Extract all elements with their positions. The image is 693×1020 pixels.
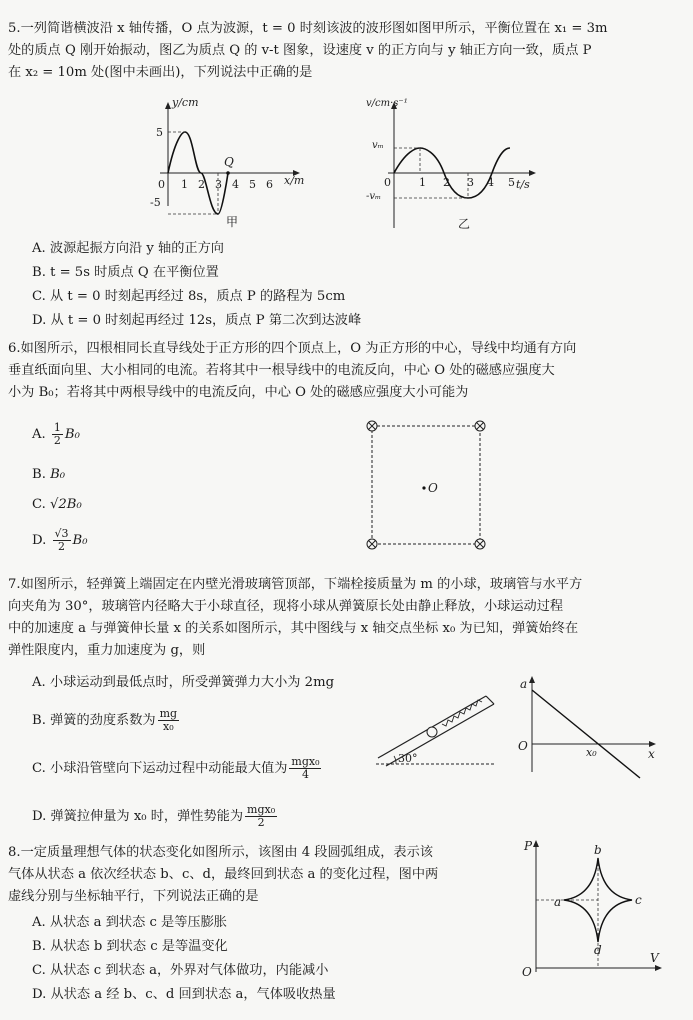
q7-option-b[interactable]: B. 弹簧的劲度系数为 $\frac{mg}{\text{x₀}}$ (32, 707, 178, 733)
q5-jia-x-tick-5: 5 (249, 178, 256, 191)
question-7 (8, 574, 668, 662)
q5-jia-y-tick-5: 5 (156, 126, 163, 139)
q5-jia-x-tick-0: 0 (158, 178, 165, 191)
q5-jia-x-tick-6: 6 (266, 178, 273, 191)
q5-jia-y-tick-neg5: -5 (150, 196, 161, 209)
wire-bottom-right-icon (475, 539, 485, 549)
q8-state-b: b (594, 843, 602, 857)
q8-state-a: a (554, 895, 562, 909)
q7-option-d-fraction: $\frac{\text{mgx₀}}{2}$ (247, 803, 276, 829)
q7-stem-line-4: 弹性限度内，重力加速度为 g，则 (8, 643, 206, 658)
q5-yi-x-label: t/s (516, 178, 530, 191)
question-6 (8, 338, 668, 404)
q5-stem-line-1: 5.一列简谐横波沿 x 轴传播，O 点为波源，t = 0 时刻该波的波形图如图甲所示，平衡位置在 x₁ = 3m (8, 21, 608, 36)
q7-option-b-fraction: $\frac{mg}{\text{x₀}}$ (159, 707, 178, 733)
q5-yi-x-tick-3: 3 (467, 176, 474, 189)
wire-top-right-icon (475, 421, 485, 431)
q5-yi-x-tick-2: 2 (443, 176, 450, 189)
q6-stem-line-2: 垂直纸面向里、大小相同的电流。若将其中一根导线中的电流反向，中心 O 处的磁感应强度大 (8, 363, 555, 378)
question-5 (8, 18, 668, 84)
q5-yi-caption: 乙 (458, 217, 471, 231)
q8-graph-y-label: P (524, 839, 533, 853)
q7-graph-x-label: x (648, 747, 655, 761)
ball-icon (427, 727, 437, 737)
q7-tube-figure (376, 686, 506, 766)
q8-graph-x-label: V (650, 951, 659, 965)
q6-center-o: O (428, 481, 438, 495)
q5-yi-x-tick-5: 5 (508, 176, 515, 189)
q8-option-d[interactable]: D. 从状态 a 经 b、c、d 回到状态 a，气体吸收热量 (32, 987, 336, 1002)
q5-jia-x-tick-2: 2 (198, 178, 205, 191)
q6-stem-line-1: 6.如图所示，四根相同长直导线处于正方形的四个顶点上，O 为正方形的中心，导线中均通有方向 (8, 341, 577, 356)
q5-jia-x-tick-3: 3 (215, 178, 222, 191)
q5-yi-y-tick-vm: vₘ (372, 140, 384, 151)
q5-option-a[interactable]: A. 波源起振方向沿 y 轴的正方向 (32, 241, 224, 256)
q8-option-b[interactable]: B. 从状态 b 到状态 c 是等温变化 (32, 939, 228, 954)
q7-graph-x0: x₀ (586, 746, 597, 759)
q5-figure-jia (148, 96, 305, 229)
q5-yi-x-tick-1: 1 (419, 176, 426, 189)
q5-stem-line-2: 处的质点 Q 刚开始振动，图乙为质点 Q 的 v-t 图象，设速度 v 的正方向与 y 轴正方向一致，质点 P (8, 43, 592, 58)
q5-yi-y-tick-neg-vm: -vₘ (366, 191, 382, 202)
q5-jia-x-label: x/m (284, 174, 305, 187)
q5-figure-yi (366, 96, 536, 231)
q8-stem-line-1: 8.一定质量理想气体的状态变化如图所示，该图由 4 段圆弧组成，表示该 (8, 845, 433, 860)
q8-option-c[interactable]: C. 从状态 c 到状态 a，外界对气体做功，内能减小 (32, 963, 329, 978)
wire-top-left-icon (367, 421, 377, 431)
q6-square-figure (362, 418, 492, 558)
q5-jia-y-label: y/cm (172, 96, 199, 109)
q6-option-d[interactable]: D. $\frac{√3}{2}$ B₀ (32, 527, 88, 553)
q6-option-c[interactable]: C. √2B₀ (32, 497, 82, 512)
q5-option-b[interactable]: B. t = 5s 时质点 Q 在平衡位置 (32, 265, 219, 280)
q7-stem-line-2: 向夹角为 30°，玻璃管内径略大于小球直径，现将小球从弹簧原长处由静止释放，小球运动过程 (8, 599, 564, 614)
q8-stem-line-3: 虚线分别与坐标轴平行，下列说法正确的是 (8, 889, 259, 904)
q5-jia-caption: 甲 (226, 215, 239, 229)
q5-option-c[interactable]: C. 从 t = 0 时刻起再经过 8s，质点 P 的路程为 5cm (32, 289, 346, 304)
q8-state-d: d (594, 943, 602, 957)
q5-jia-x-tick-4: 4 (232, 178, 239, 191)
q5-yi-x-tick-0: 0 (384, 176, 391, 189)
q8-graph-origin: O (522, 965, 532, 979)
q7-option-c-fraction: $\frac{\text{mgx₀}}{4}$ (291, 755, 320, 781)
q6-option-b[interactable]: B. B₀ (32, 467, 66, 482)
q5-yi-x-tick-4: 4 (487, 176, 494, 189)
q5-jia-x-tick-1: 1 (181, 178, 188, 191)
q7-ax-graph (512, 676, 662, 776)
q6-option-a[interactable]: A. $\frac{1}{2}$ B₀ (32, 421, 80, 447)
q5-yi-y-label: v/cm·s⁻¹ (366, 98, 408, 109)
q7-graph-origin: O (518, 739, 528, 753)
q8-stem-line-2: 气体从状态 a 依次经状态 b、c、d，最终回到状态 a 的变化过程，图中两 (8, 867, 439, 882)
q7-option-a[interactable]: A. 小球运动到最低点时，所受弹簧弹力大小为 2mg (32, 675, 335, 690)
q6-option-d-fraction: $\frac{√3}{2}$ (54, 527, 69, 553)
q5-option-d[interactable]: D. 从 t = 0 时刻起再经过 12s，质点 P 第二次到达波峰 (32, 313, 362, 328)
q7-graph-y-label: a (520, 677, 528, 691)
q7-option-c[interactable]: C. 小球沿管壁向下运动过程中动能最大值为 $\frac{\text{mgx₀}}{4}$ (32, 755, 320, 781)
q6-option-a-fraction: $\frac{1}{2}$ (53, 421, 61, 447)
q8-option-a[interactable]: A. 从状态 a 到状态 c 是等压膨胀 (32, 915, 227, 930)
q7-stem-line-1: 7.如图所示，轻弹簧上端固定在内壁光滑玻璃管顶部，下端栓接质量为 m 的小球，玻璃管与水平方 (8, 577, 583, 592)
q7-stem-line-3: 中的加速度 a 与弹簧伸长量 x 的关系如图所示，其中图线与 x 轴交点坐标 x₀ 为已知，弹簧始终在 (8, 621, 579, 636)
q7-angle-label: 30° (398, 752, 418, 765)
q6-stem-line-3: 小为 B₀；若将其中两根导线中的电流反向，中心 O 处的磁感应强度大小可能为 (8, 385, 469, 400)
q5-stem-line-3: 在 x₂ = 10m 处(图中未画出)，下列说法中正确的是 (8, 65, 313, 80)
q5-jia-point-q: Q (224, 155, 234, 169)
q8-state-c: c (635, 893, 642, 907)
q8-pv-graph (516, 838, 666, 978)
q7-option-d[interactable]: D. 弹簧拉伸量为 x₀ 时，弹性势能为 $\frac{\text{mgx₀}}{2}$ (32, 803, 276, 829)
wire-bottom-left-icon (367, 539, 377, 549)
